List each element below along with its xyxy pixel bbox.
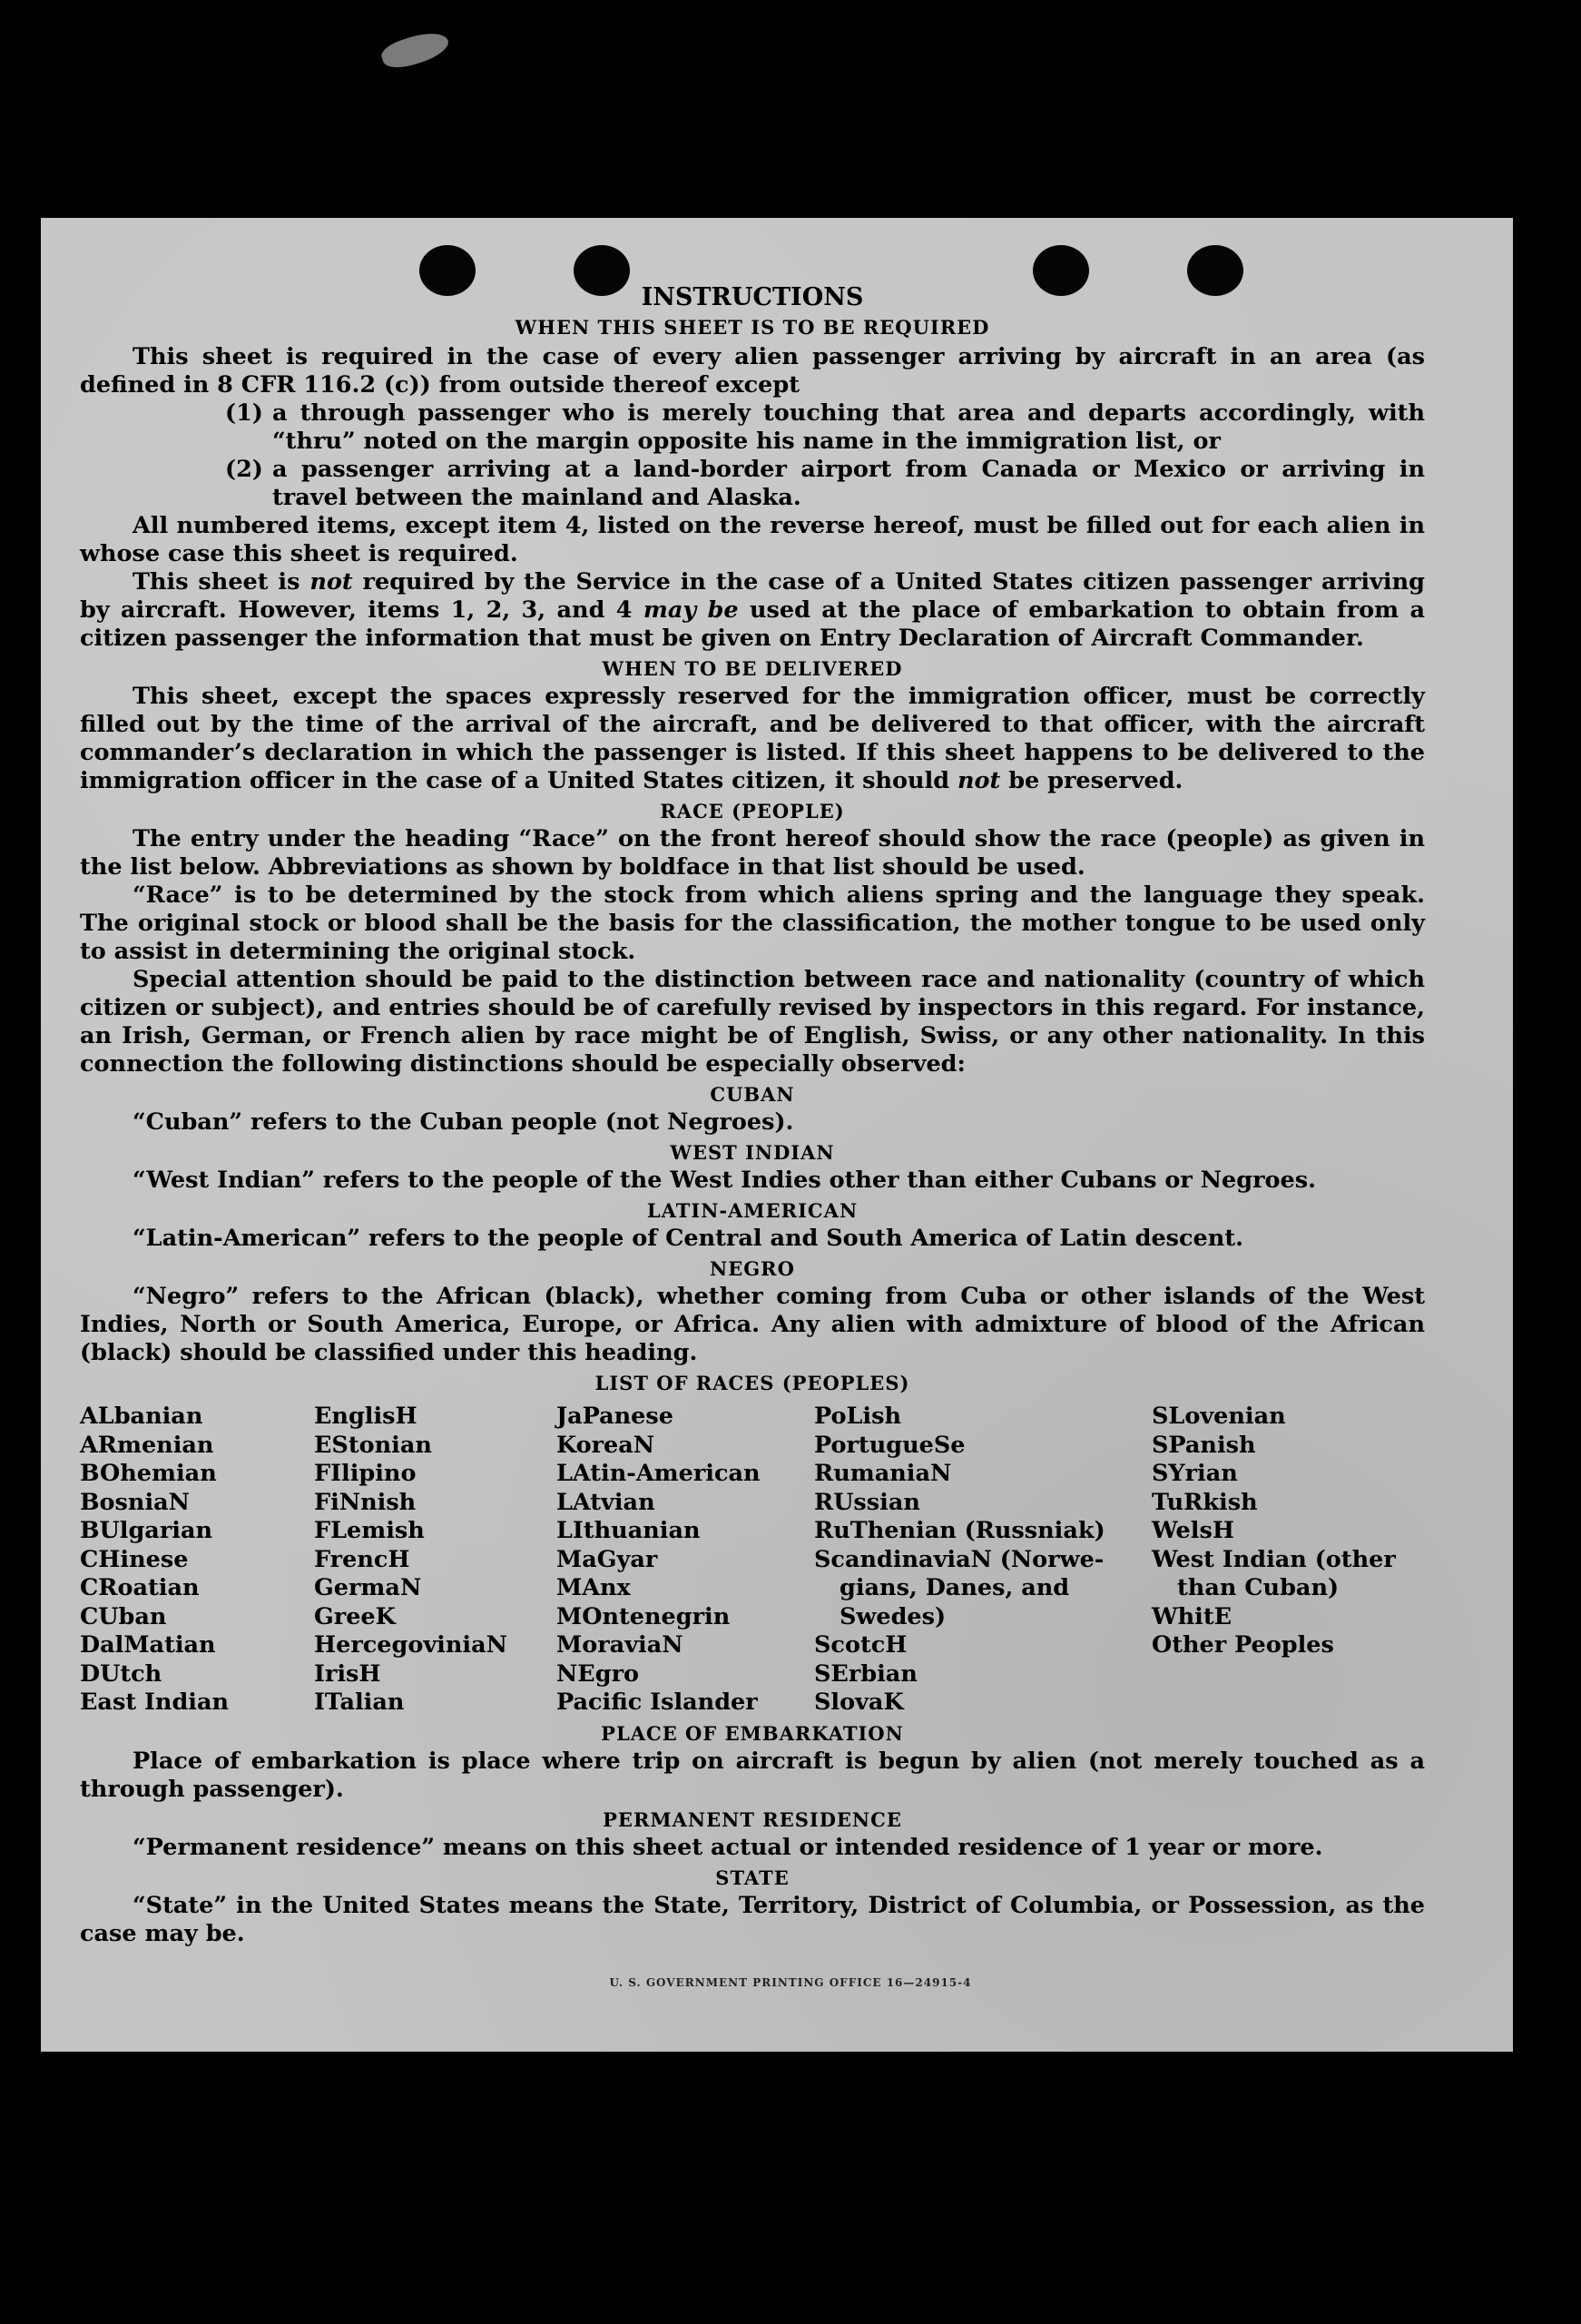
race-entry: EStonian (314, 1431, 432, 1459)
race-entry: SErbian (814, 1659, 918, 1688)
race-entry: ARmenian (80, 1431, 214, 1459)
embarkation-text: Place of embarkation is place where trip on aircraft is begun by alien (not merely touched as a through passenger). (80, 1747, 1425, 1803)
race-entry: ITalian (314, 1689, 405, 1716)
race-entry: FIlipino (314, 1460, 417, 1487)
citizen-paragraph: This sheet is not required by the Service in the case of a United States citizen passenger arriving by aircraft. However, items 1, 2, 3, and 4 may be used at the place of embarkation to obtain from a citizen passenger the information that must be given on Entry Declaration of Aircraft Commander. (80, 568, 1425, 652)
races-list-heading: LIST OF RACES (PEOPLES) (594, 1372, 910, 1394)
race-entry: SYrian (1152, 1460, 1238, 1487)
race-entry: LIthuanian (556, 1517, 701, 1544)
race-entry: CHinese (80, 1545, 189, 1573)
delivered-heading: WHEN TO BE DELIVERED (602, 657, 903, 680)
race-paragraph-3: Special attention should be paid to the distinction between race and nationality (country of which citizen or subject), and entries should be of carefully revised by inspectors in this regard. For instance, an Irish, German, or French alien by race might be of English, Swiss, or any other nationality. In this connection the following distinctions should be especially observed: (80, 966, 1425, 1078)
races-column-2 (314, 1403, 556, 1718)
latin-american-heading: LATIN-AMERICAN (646, 1199, 859, 1222)
races-table (80, 1403, 1425, 1718)
instructions-title: INSTRUCTIONS (641, 283, 864, 311)
race-entry: JaPanese (556, 1403, 673, 1430)
exception-number: (1) (225, 399, 263, 427)
cuban-text: “Cuban” refers to the Cuban people (not Negroes). (133, 1108, 794, 1136)
exceptions-list (225, 399, 1425, 512)
race-entry: GreeK (314, 1602, 396, 1630)
race-entry: TuRkish (1152, 1488, 1258, 1516)
exception-item (225, 456, 1425, 512)
race-entry: IrisH (314, 1659, 381, 1688)
race-paragraph-2: “Race” is to be determined by the stock from which aliens spring and the language they speak. The original stock or blood shall be the basis for the classification, the mother tongue to be used only to assist in determining the original stock. (80, 881, 1425, 965)
state-text: “State” in the United States means the State, Territory, District of Columbia, or Possession, as the case may be. (80, 1891, 1425, 1947)
race-entry: CRoatian (80, 1574, 200, 1601)
negro-text: “Negro” refers to the African (black), whether coming from Cuba or other islands of the West Indies, North or South America, Europe, or Africa. Any alien with admixture of blood of the African (black) should be classified under this heading. (80, 1283, 1425, 1366)
race-entry: MAnx (556, 1574, 631, 1601)
delivered-paragraph: This sheet, except the spaces expressly reserved for the immigration officer, must be correctly filled out by the time of the arrival of the aircraft, and be delivered to that officer, with the aircraft commander’s declaration in which the passenger is listed. If this sheet happens to be delivered to the immigration officer in the case of a United States citizen, it should not be preserved. (80, 683, 1425, 794)
race-entry: CUban (80, 1602, 167, 1630)
race-heading: RACE (PEOPLE) (660, 800, 845, 822)
race-entry: MaGyar (556, 1545, 658, 1573)
race-entry: East Indian (80, 1689, 230, 1716)
race-entry: FrencH (314, 1545, 410, 1573)
race-entry: BUlgarian (80, 1517, 213, 1544)
race-entry: PoLish (814, 1403, 902, 1430)
race-entry: Other Peoples (1152, 1631, 1334, 1659)
race-entry: FLemish (314, 1517, 425, 1544)
race-entry: DUtch (80, 1659, 162, 1688)
residence-heading: PERMANENT RESIDENCE (603, 1807, 902, 1831)
printing-office-footer: U. S. GOVERNMENT PRINTING OFFICE 16—24915-4 (609, 1976, 972, 1989)
race-entry: RumaniaN (814, 1460, 952, 1487)
race-entry: MOntenegrin (556, 1602, 731, 1630)
race-entry: West Indian (other (1152, 1545, 1396, 1573)
race-entry: ALbanian (80, 1403, 203, 1430)
exception-text: a passenger arriving at a land-border airport from Canada or Mexico or arriving in travel between the mainland and Alaska. (272, 456, 1425, 511)
races-column-4 (814, 1403, 1152, 1718)
race-entry: WelsH (1152, 1517, 1234, 1544)
race-entry: WhitE (1152, 1602, 1232, 1630)
race-entry: Swedes) (840, 1602, 947, 1630)
embarkation-heading: PLACE OF EMBARKATION (601, 1721, 904, 1745)
race-entry: LAtin-American (556, 1460, 761, 1487)
races-column-1 (80, 1403, 314, 1718)
numbered-items-paragraph: All numbered items, except item 4, listed on the reverse hereof, must be filled out for each alien in whose case this sheet is required. (80, 512, 1425, 567)
latin-american-text: “Latin-American” refers to the people of Central and South America of Latin descent. (133, 1225, 1243, 1252)
dust-speck (378, 26, 452, 74)
race-entry: RuThenian (Russniak) (814, 1517, 1105, 1544)
exception-text: a through passenger who is merely touching that area and departs accordingly, with “thru” noted on the margin opposite his name in the immigration list, or (272, 399, 1425, 455)
race-entry: KoreaN (556, 1431, 655, 1459)
races-column-3 (556, 1403, 814, 1718)
west-indian-heading: WEST INDIAN (670, 1141, 835, 1164)
race-entry: PortugueSe (814, 1431, 966, 1459)
race-entry: MoraviaN (556, 1631, 683, 1659)
race-entry: FiNnish (314, 1488, 417, 1516)
race-entry: than Cuban) (1177, 1574, 1340, 1601)
race-entry: Pacific Islander (556, 1689, 758, 1716)
race-entry: GermaN (314, 1574, 422, 1601)
race-paragraph-1: The entry under the heading “Race” on the front hereof should show the race (people) as given in the list below. Abbreviations as shown by boldface in that list should be used. (80, 825, 1425, 881)
race-entry: SLovenian (1152, 1403, 1286, 1430)
residence-text: “Permanent residence” means on this sheet actual or intended residence of 1 year or more. (133, 1833, 1323, 1861)
required-intro: This sheet is required in the case of every alien passenger arriving by aircraft in an area (as defined in 8 CFR 116.2 (c)) from outside thereof except (80, 343, 1425, 399)
race-entry: NEgro (556, 1659, 640, 1688)
race-entry: ScotcH (814, 1631, 908, 1659)
negro-heading: NEGRO (710, 1257, 795, 1280)
race-entry: ScandinaviaN (Norwe- (814, 1545, 1105, 1573)
instructions-content (80, 281, 1425, 1948)
race-entry: BOhemian (80, 1460, 217, 1487)
race-entry: gians, Danes, and (840, 1574, 1070, 1601)
cuban-heading: CUBAN (710, 1083, 795, 1106)
race-entry: HercegoviniaN (314, 1631, 507, 1659)
race-entry: SlovaK (814, 1689, 904, 1716)
race-entry: BosniaN (80, 1488, 190, 1516)
exception-item (225, 399, 1425, 456)
race-entry: DalMatian (80, 1631, 216, 1659)
race-entry: EnglisH (314, 1403, 417, 1430)
state-heading: STATE (715, 1866, 790, 1889)
races-column-5 (1152, 1403, 1424, 1718)
west-indian-text: “West Indian” refers to the people of the West Indies other than either Cubans or Negroes. (133, 1167, 1316, 1194)
race-entry: RUssian (814, 1488, 920, 1516)
exception-number: (2) (225, 456, 263, 483)
race-entry: LAtvian (556, 1488, 655, 1516)
race-entry: SPanish (1152, 1431, 1256, 1459)
required-heading: WHEN THIS SHEET IS TO BE REQUIRED (515, 316, 990, 339)
